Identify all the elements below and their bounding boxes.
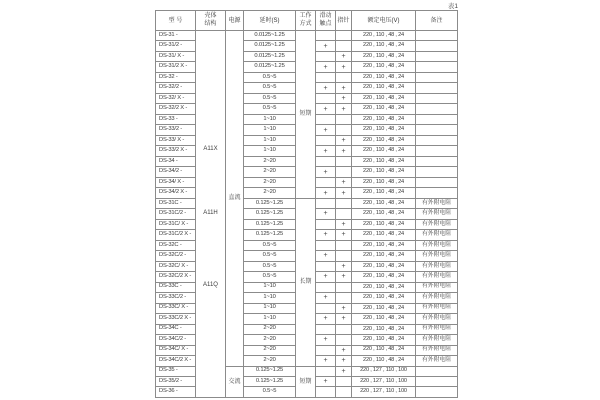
sliding-contact-mark-cell [316, 177, 336, 187]
sliding-contact-mark-cell [316, 198, 336, 208]
pointer-mark-cell: + [336, 135, 352, 145]
remark-cell: 有外附电阻 [416, 209, 458, 219]
sliding-contact-mark-cell: + [316, 167, 336, 177]
model-cell: DS-33C/2 - [156, 293, 196, 303]
header-rated-voltage: 额定电压(V) [352, 11, 416, 31]
rated-voltage-cell: 220 , 110 , 48 , 24 [352, 72, 416, 82]
remark-cell: 有外附电阻 [416, 251, 458, 261]
rated-voltage-cell: 220 , 110 , 48 , 24 [352, 51, 416, 61]
pointer-mark-cell [336, 240, 352, 250]
rated-voltage-cell: 220 , 110 , 48 , 24 [352, 93, 416, 103]
remark-cell [416, 167, 458, 177]
sliding-contact-mark-cell: + [316, 376, 336, 386]
delay-cell: 1~10 [244, 303, 296, 313]
rated-voltage-cell: 220 , 110 , 48 , 24 [352, 345, 416, 355]
relay-spec-table [155, 10, 458, 398]
delay-cell: 0.5~5 [244, 387, 296, 397]
header-work-mode [296, 11, 316, 31]
remark-cell [416, 188, 458, 198]
rated-voltage-cell: 220 , 110 , 48 , 24 [352, 251, 416, 261]
remark-cell [416, 146, 458, 156]
remark-cell: 有外附电阻 [416, 356, 458, 366]
rated-voltage-cell: 220 , 110 , 48 , 24 [352, 303, 416, 313]
remark-cell: 有外附电阻 [416, 240, 458, 250]
model-cell: DS-33C - [156, 282, 196, 292]
header-sliding-contact-line1: 滑动 [319, 13, 332, 19]
remark-cell: 有外附电阻 [416, 303, 458, 313]
model-cell: DS-33/ X - [156, 135, 196, 145]
delay-cell: 0.125~1.25 [244, 198, 296, 208]
sliding-contact-mark-cell: + [316, 314, 336, 324]
rated-voltage-cell: 220 , 110 , 48 , 24 [352, 324, 416, 334]
pointer-mark-cell: + [336, 83, 352, 93]
spec-table-wrap [155, 10, 458, 398]
sliding-contact-mark-cell: + [316, 356, 336, 366]
sliding-contact-mark-cell: + [316, 146, 336, 156]
pointer-mark-cell [336, 114, 352, 124]
header-row [156, 11, 458, 31]
sliding-contact-mark-cell [316, 261, 336, 271]
delay-cell: 0.5~5 [244, 261, 296, 271]
rated-voltage-cell: 220 , 110 , 48 , 24 [352, 261, 416, 271]
remark-cell [416, 177, 458, 187]
sliding-contact-mark-cell: + [316, 188, 336, 198]
model-cell: DS-31C - [156, 198, 196, 208]
model-cell: DS-34/2 X - [156, 188, 196, 198]
header-power: 电源 [226, 11, 244, 31]
remark-cell [416, 83, 458, 93]
pointer-mark-cell [336, 282, 352, 292]
remark-cell: 有外附电阻 [416, 314, 458, 324]
header-shell-line2: 结构 [204, 20, 217, 27]
pointer-mark-cell [336, 72, 352, 82]
model-cell: DS-33 - [156, 114, 196, 124]
model-cell: DS-35 - [156, 366, 196, 376]
pointer-mark-cell: + [336, 93, 352, 103]
pointer-mark-cell: + [336, 345, 352, 355]
sliding-contact-mark-cell [316, 240, 336, 250]
model-cell: DS-34C/2 X - [156, 356, 196, 366]
rated-voltage-cell: 220 , 110 , 48 , 24 [352, 177, 416, 187]
remark-cell [416, 387, 458, 397]
pointer-mark-cell [336, 335, 352, 345]
rated-voltage-cell: 220 , 110 , 48 , 24 [352, 272, 416, 282]
model-cell: DS-35/2 - [156, 376, 196, 386]
pointer-mark-cell [336, 324, 352, 334]
pointer-mark-cell [336, 387, 352, 397]
pointer-mark-cell: + [336, 366, 352, 376]
pointer-mark-cell: + [336, 261, 352, 271]
model-cell: DS-32C/ X - [156, 261, 196, 271]
pointer-mark-cell: + [336, 303, 352, 313]
delay-cell: 0.125~1.25 [244, 219, 296, 229]
model-cell: DS-32C/2 X - [156, 272, 196, 282]
sheet-label: 表1 [447, 3, 458, 10]
model-cell: DS-32/2 X - [156, 104, 196, 114]
delay-cell: 0.0125~1.25 [244, 31, 296, 41]
rated-voltage-cell: 220 , 110 , 48 , 24 [352, 146, 416, 156]
remark-cell [416, 114, 458, 124]
sliding-contact-mark-cell [316, 345, 336, 355]
sliding-contact-mark-cell: + [316, 209, 336, 219]
header-model: 型 号 [156, 11, 196, 31]
remark-cell: 有外附电阻 [416, 324, 458, 334]
rated-voltage-cell: 220 , 127 , 110 , 100 [352, 376, 416, 386]
sliding-contact-mark-cell [316, 366, 336, 376]
model-cell: DS-34/2 - [156, 167, 196, 177]
delay-cell: 2~20 [244, 324, 296, 334]
shell-structure-label: A11X [203, 146, 218, 153]
work-mode-cell: 短期 [296, 366, 316, 397]
pointer-mark-cell: + [336, 188, 352, 198]
rated-voltage-cell: 220 , 110 , 48 , 24 [352, 356, 416, 366]
rated-voltage-cell: 220 , 110 , 48 , 24 [352, 41, 416, 51]
header-shell-structure [196, 11, 226, 31]
delay-cell: 0.5~5 [244, 83, 296, 93]
sliding-contact-mark-cell [316, 72, 336, 82]
delay-cell: 1~10 [244, 125, 296, 135]
sliding-contact-mark-cell [316, 31, 336, 41]
remark-cell: 有外附电阻 [416, 230, 458, 240]
delay-cell: 0.0125~1.25 [244, 51, 296, 61]
power-cell: 直流 [226, 31, 244, 367]
remark-cell: 有外附电阻 [416, 293, 458, 303]
header-sliding-contact-line2: 触点 [319, 20, 332, 27]
delay-cell: 1~10 [244, 314, 296, 324]
shell-structure-cell [196, 31, 226, 398]
model-cell: DS-33/2 X - [156, 146, 196, 156]
rated-voltage-cell: 220 , 110 , 48 , 24 [352, 230, 416, 240]
rated-voltage-cell: 220 , 110 , 48 , 24 [352, 209, 416, 219]
pointer-mark-cell [336, 156, 352, 166]
sliding-contact-mark-cell: + [316, 251, 336, 261]
shell-structure-label: A11Q [203, 281, 218, 288]
model-cell: DS-31/2 - [156, 41, 196, 51]
delay-cell: 0.5~5 [244, 93, 296, 103]
delay-cell: 0.125~1.25 [244, 366, 296, 376]
pointer-mark-cell: + [336, 62, 352, 72]
rated-voltage-cell: 220 , 110 , 48 , 24 [352, 135, 416, 145]
remark-cell: 有外附电阻 [416, 282, 458, 292]
model-cell: DS-34 - [156, 156, 196, 166]
sliding-contact-mark-cell [316, 135, 336, 145]
delay-cell: 2~20 [244, 335, 296, 345]
power-cell: 交流 [226, 366, 244, 397]
sliding-contact-mark-cell [316, 324, 336, 334]
remark-cell [416, 72, 458, 82]
remark-cell: 有外附电阻 [416, 345, 458, 355]
work-mode-cell: 长期 [296, 198, 316, 366]
header-work-mode-line2: 方式 [299, 20, 312, 27]
sliding-contact-mark-cell: + [316, 62, 336, 72]
pointer-mark-cell: + [336, 146, 352, 156]
model-cell: DS-31/ X - [156, 51, 196, 61]
rated-voltage-cell: 220 , 110 , 48 , 24 [352, 114, 416, 124]
table-row [156, 31, 458, 41]
remark-cell [416, 156, 458, 166]
remark-cell: 有外附电阻 [416, 261, 458, 271]
remark-cell [416, 51, 458, 61]
rated-voltage-cell: 220 , 110 , 48 , 24 [352, 240, 416, 250]
header-sliding-contact [316, 11, 336, 31]
pointer-mark-cell [336, 41, 352, 51]
rated-voltage-cell: 220 , 110 , 48 , 24 [352, 156, 416, 166]
remark-cell [416, 135, 458, 145]
model-cell: DS-31C/ X - [156, 219, 196, 229]
pointer-mark-cell [336, 209, 352, 219]
rated-voltage-cell: 220 , 110 , 48 , 24 [352, 314, 416, 324]
remark-cell [416, 366, 458, 376]
pointer-mark-cell: + [336, 230, 352, 240]
model-cell: DS-32/ X - [156, 93, 196, 103]
rated-voltage-cell: 220 , 110 , 48 , 24 [352, 104, 416, 114]
sliding-contact-mark-cell: + [316, 335, 336, 345]
delay-cell: 2~20 [244, 345, 296, 355]
sliding-contact-mark-cell [316, 51, 336, 61]
model-cell: DS-33C/ X - [156, 303, 196, 313]
delay-cell: 2~20 [244, 156, 296, 166]
model-cell: DS-34C/ X - [156, 345, 196, 355]
delay-cell: 1~10 [244, 114, 296, 124]
model-cell: DS-32C - [156, 240, 196, 250]
model-cell: DS-32/2 - [156, 83, 196, 93]
rated-voltage-cell: 220 , 110 , 48 , 24 [352, 282, 416, 292]
model-cell: DS-31C/2 - [156, 209, 196, 219]
pointer-mark-cell: + [336, 177, 352, 187]
sliding-contact-mark-cell [316, 219, 336, 229]
pointer-mark-cell: + [336, 272, 352, 282]
pointer-mark-cell: + [336, 356, 352, 366]
rated-voltage-cell: 220 , 110 , 48 , 24 [352, 335, 416, 345]
delay-cell: 2~20 [244, 167, 296, 177]
pointer-mark-cell: + [336, 219, 352, 229]
rated-voltage-cell: 220 , 110 , 48 , 24 [352, 219, 416, 229]
remark-cell [416, 93, 458, 103]
rated-voltage-cell: 220 , 127 , 110 , 100 [352, 387, 416, 397]
delay-cell: 0.0125~1.25 [244, 62, 296, 72]
header-delay: 延时(S) [244, 11, 296, 31]
delay-cell: 0.125~1.25 [244, 209, 296, 219]
model-cell: DS-34C - [156, 324, 196, 334]
sliding-contact-mark-cell: + [316, 293, 336, 303]
remark-cell [416, 376, 458, 386]
pointer-mark-cell [336, 31, 352, 41]
sliding-contact-mark-cell: + [316, 41, 336, 51]
header-remark: 备注 [416, 11, 458, 31]
pointer-mark-cell [336, 167, 352, 177]
model-cell: DS-34C/2 - [156, 335, 196, 345]
pointer-mark-cell: + [336, 314, 352, 324]
rated-voltage-cell: 220 , 110 , 48 , 24 [352, 125, 416, 135]
remark-cell: 有外附电阻 [416, 219, 458, 229]
model-cell: DS-31 - [156, 31, 196, 41]
rated-voltage-cell: 220 , 110 , 48 , 24 [352, 62, 416, 72]
rated-voltage-cell: 220 , 110 , 48 , 24 [352, 198, 416, 208]
remark-cell [416, 41, 458, 51]
sliding-contact-mark-cell: + [316, 230, 336, 240]
header-pointer: 指针 [336, 11, 352, 31]
pointer-mark-cell [336, 293, 352, 303]
sliding-contact-mark-cell: + [316, 104, 336, 114]
model-cell: DS-33/2 - [156, 125, 196, 135]
pointer-mark-cell [336, 251, 352, 261]
delay-cell: 0.0125~1.25 [244, 41, 296, 51]
delay-cell: 0.5~5 [244, 251, 296, 261]
model-cell: DS-34/ X - [156, 177, 196, 187]
sliding-contact-mark-cell [316, 93, 336, 103]
sliding-contact-mark-cell: + [316, 125, 336, 135]
delay-cell: 2~20 [244, 188, 296, 198]
sliding-contact-mark-cell [316, 156, 336, 166]
pointer-mark-cell [336, 376, 352, 386]
model-cell: DS-32 - [156, 72, 196, 82]
delay-cell: 1~10 [244, 135, 296, 145]
delay-cell: 0.125~1.25 [244, 376, 296, 386]
sliding-contact-mark-cell [316, 114, 336, 124]
delay-cell: 0.5~5 [244, 104, 296, 114]
sliding-contact-mark-cell [316, 303, 336, 313]
delay-cell: 1~10 [244, 293, 296, 303]
remark-cell [416, 125, 458, 135]
rated-voltage-cell: 220 , 110 , 48 , 24 [352, 293, 416, 303]
table-header [156, 11, 458, 31]
work-mode-cell: 短期 [296, 31, 316, 199]
rated-voltage-cell: 220 , 110 , 48 , 24 [352, 167, 416, 177]
delay-cell: 1~10 [244, 282, 296, 292]
remark-cell [416, 62, 458, 72]
rated-voltage-cell: 220 , 110 , 48 , 24 [352, 188, 416, 198]
pointer-mark-cell: + [336, 104, 352, 114]
delay-cell: 1~10 [244, 146, 296, 156]
remark-cell: 有外附电阻 [416, 272, 458, 282]
remark-cell [416, 104, 458, 114]
pointer-mark-cell [336, 125, 352, 135]
pointer-mark-cell [336, 198, 352, 208]
sliding-contact-mark-cell: + [316, 83, 336, 93]
shell-structure-label: A11H [203, 210, 218, 217]
rated-voltage-cell: 220 , 127 , 110 , 100 [352, 366, 416, 376]
model-cell: DS-36 - [156, 387, 196, 397]
delay-cell: 0.5~5 [244, 272, 296, 282]
delay-cell: 0.5~5 [244, 72, 296, 82]
sliding-contact-mark-cell [316, 282, 336, 292]
model-cell: DS-32C/2 - [156, 251, 196, 261]
remark-cell: 有外附电阻 [416, 335, 458, 345]
delay-cell: 0.5~5 [244, 240, 296, 250]
model-cell: DS-31C/2 X - [156, 230, 196, 240]
header-work-mode-line1: 工作 [299, 13, 312, 19]
sliding-contact-mark-cell [316, 387, 336, 397]
rated-voltage-cell: 220 , 110 , 48 , 24 [352, 83, 416, 93]
table-body [156, 31, 458, 398]
header-shell-line1: 壳体 [204, 13, 217, 19]
delay-cell: 2~20 [244, 356, 296, 366]
rated-voltage-cell: 220 , 110 , 48 , 24 [352, 31, 416, 41]
remark-cell [416, 31, 458, 41]
pointer-mark-cell: + [336, 51, 352, 61]
remark-cell: 有外附电阻 [416, 198, 458, 208]
model-cell: DS-31/2 X - [156, 62, 196, 72]
sliding-contact-mark-cell: + [316, 272, 336, 282]
model-cell: DS-33C/2 X - [156, 314, 196, 324]
delay-cell: 0.125~1.25 [244, 230, 296, 240]
delay-cell: 2~20 [244, 177, 296, 187]
